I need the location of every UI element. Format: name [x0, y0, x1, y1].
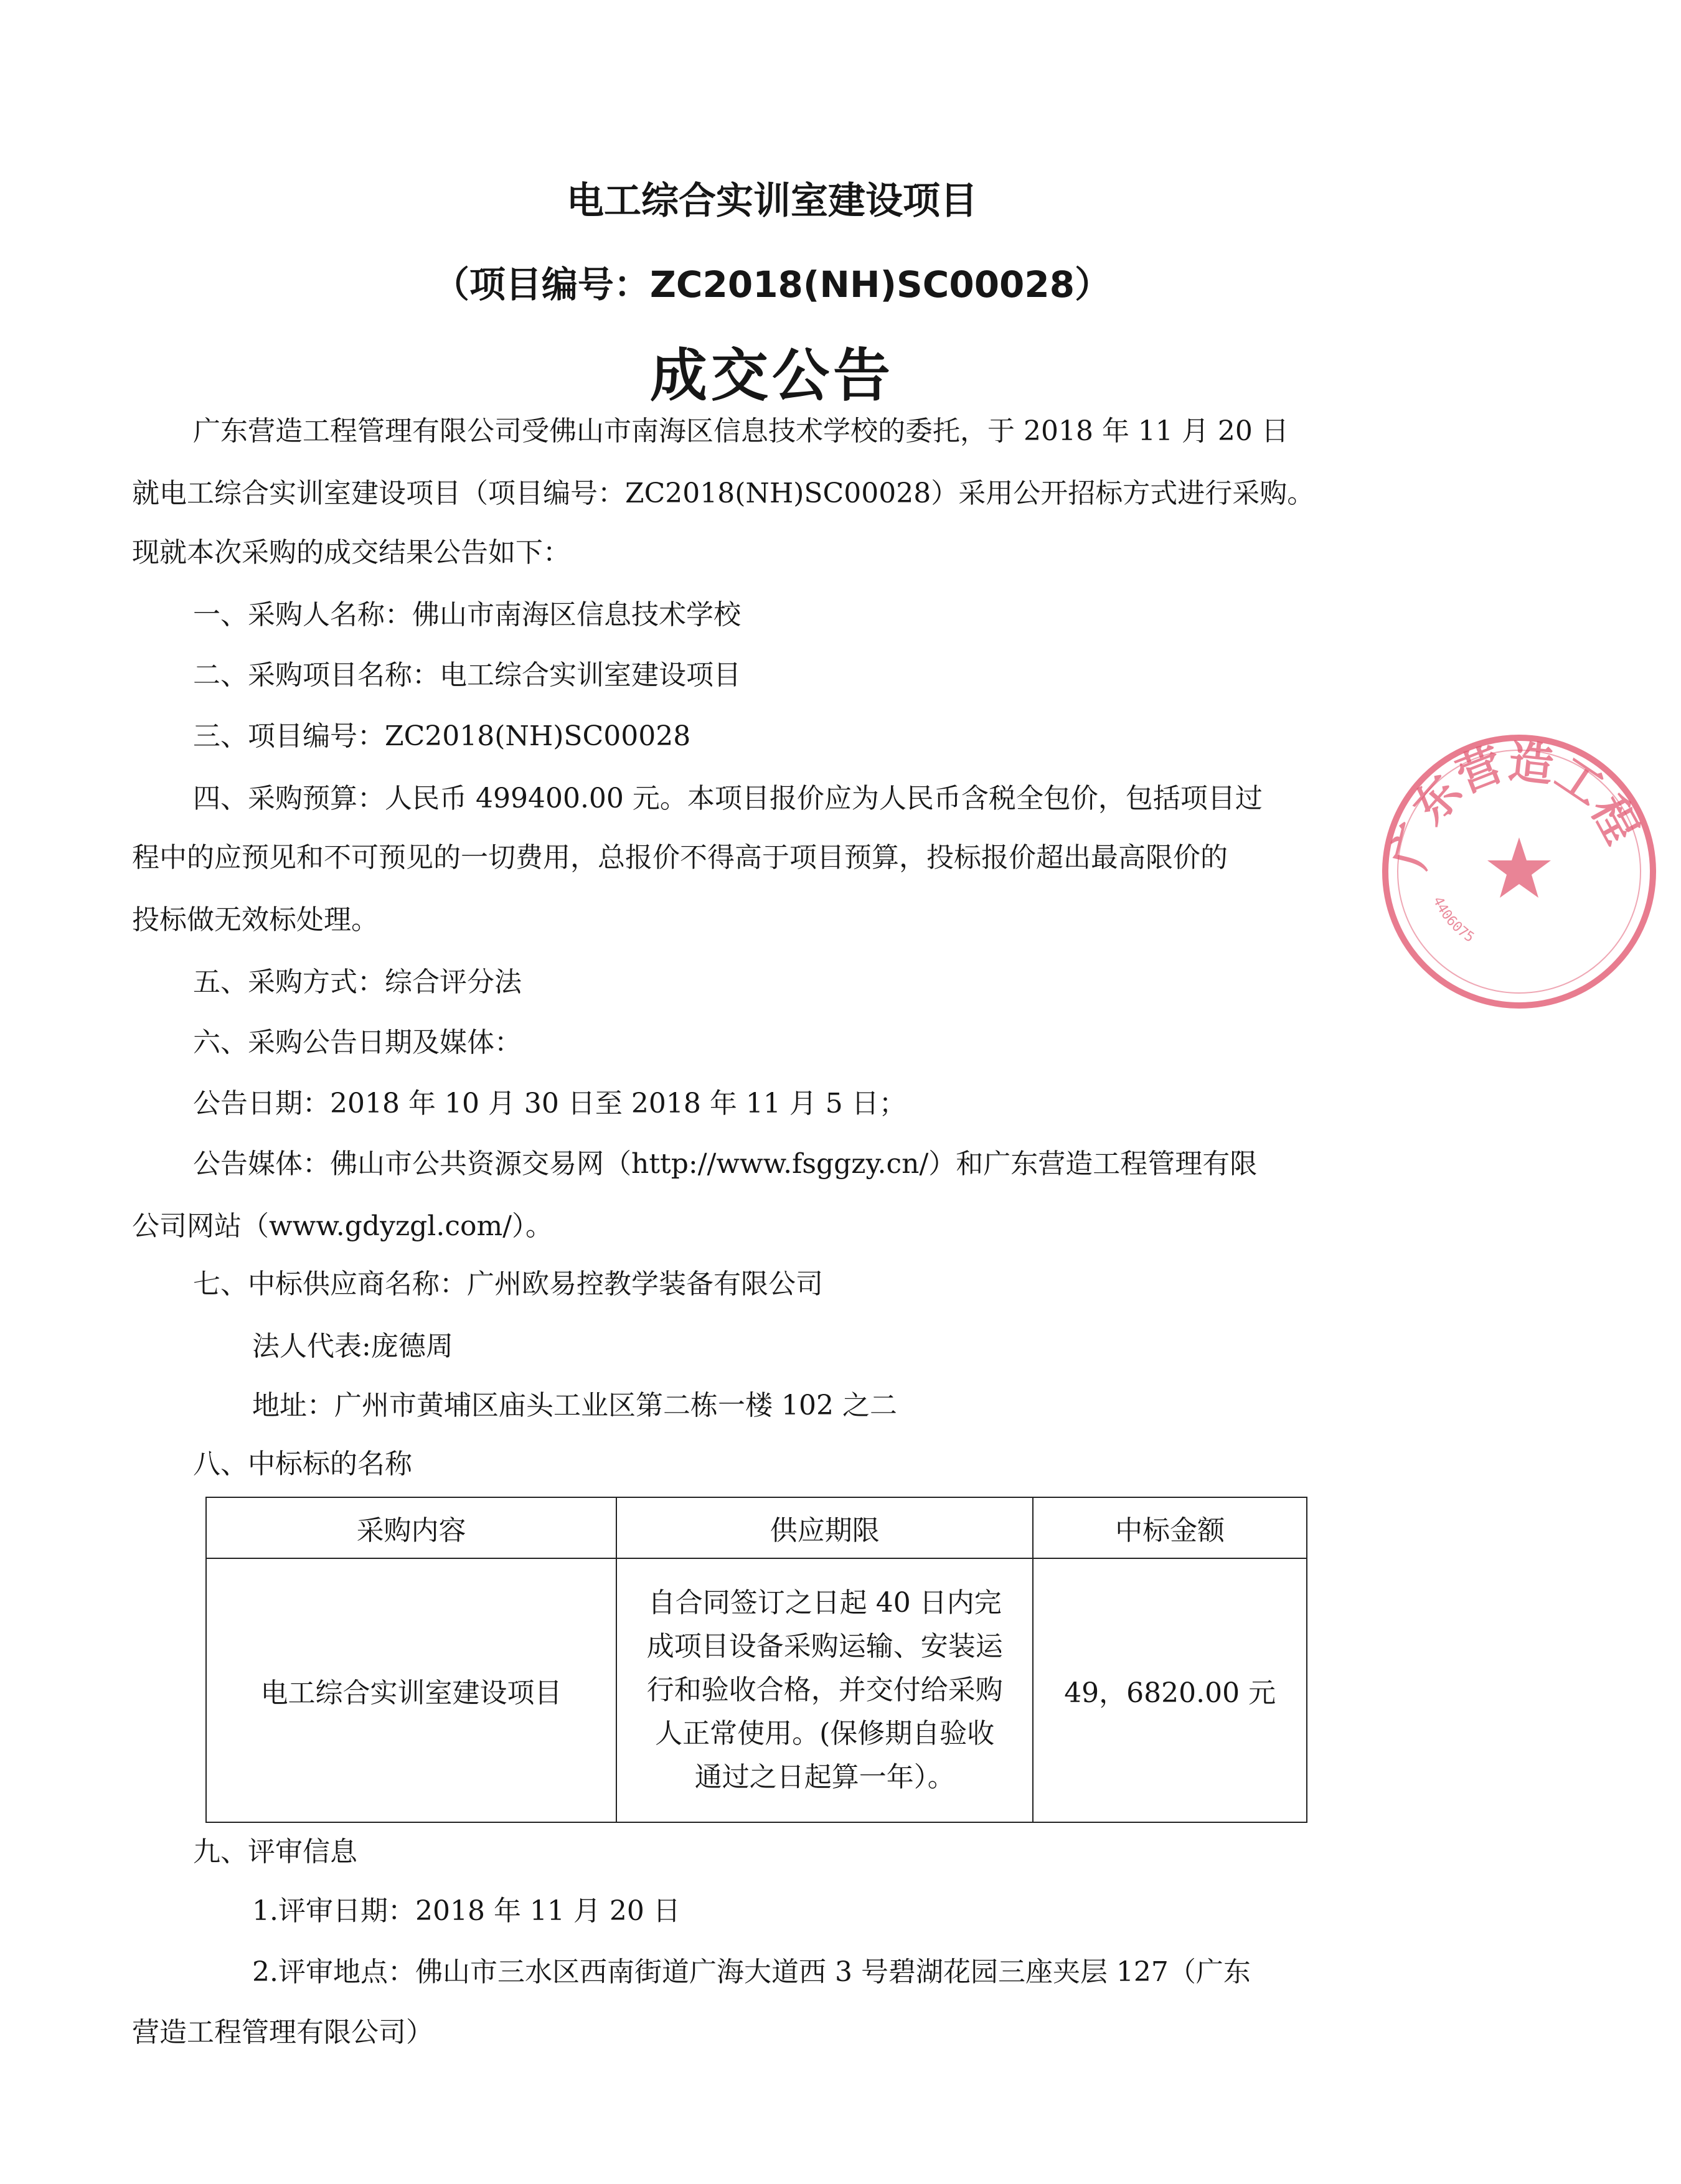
page-title: 电工综合实训室建设项目 — [567, 179, 977, 223]
address-line: 地址：广州市黄埔区庙头工业区第二栋一楼 102 之二 — [252, 1390, 897, 1421]
cell-amount: 49，6820.00 元 — [1033, 1558, 1307, 1822]
table-header-row — [206, 1497, 1307, 1558]
table-row — [206, 1558, 1307, 1822]
period-line: 通过之日起算一年）。 — [694, 1761, 955, 1793]
project-name-line: 二、采购项目名称：电工综合实训室建设项目 — [193, 659, 741, 691]
budget-line: 投标做无效标处理。 — [132, 904, 379, 936]
announce-media-line: 公告媒体：佛山市公共资源交易网（http://www.fsggzy.cn/）和广东营造工程管理有限 — [193, 1148, 1258, 1180]
budget-line: 程中的应预见和不可预见的一切费用，总报价不得高于项目预算，投标报价超出最高限价的 — [132, 842, 1228, 873]
seal-text: 广东营造工程 — [1382, 735, 1649, 874]
media-heading: 六、采购公告日期及媒体： — [193, 1027, 522, 1058]
company-seal — [1357, 710, 1681, 1033]
award-heading: 八、中标标的名称 — [193, 1448, 412, 1480]
project-no-line: 三、项目编号：ZC2018(NH)SC00028 — [193, 720, 691, 752]
svg-text:4406075 — [1429, 894, 1477, 946]
review-date-line: 1.评审日期：2018 年 11 月 20 日 — [252, 1895, 680, 1927]
intro-line: 广东营造工程管理有限公司受佛山市南海区信息技术学校的委托，于 2018 年 11 月 20 日 — [193, 415, 1289, 447]
review-place-line: 营造工程管理有限公司） — [132, 2017, 433, 2048]
intro-line: 就电工综合实训室建设项目（项目编号：ZC2018(NH)SC00028）采用公开招标方式进行采购。 — [132, 478, 1315, 509]
period-line: 人正常使用。(保修期自验收 — [655, 1718, 995, 1749]
period-line: 成项目设备采购运输、安装运 — [646, 1631, 1003, 1662]
period-line: 行和验收合格，并交付给采购 — [646, 1674, 1003, 1706]
method-line: 五、采购方式：综合评分法 — [193, 966, 522, 998]
winner-line: 七、中标供应商名称：广州欧易控教学装备有限公司 — [193, 1268, 823, 1300]
review-place-line: 2.评审地点：佛山市三水区西南街道广海大道西 3 号碧湖花园三座夹层 127（广东 — [252, 1956, 1251, 1988]
announce-media-line: 公司网站（www.gdyzgl.com/）。 — [132, 1210, 553, 1242]
announce-date-line: 公告日期：2018 年 10 月 30 日至 2018 年 11 月 5 日； — [193, 1088, 906, 1119]
award-table — [205, 1497, 1307, 1823]
intro-line: 现就本次采购的成交结果公告如下： — [132, 537, 570, 568]
review-heading: 九、评审信息 — [193, 1836, 357, 1868]
column-header: 采购内容 — [206, 1497, 616, 1558]
column-header: 中标金额 — [1033, 1497, 1307, 1558]
column-header: 供应期限 — [616, 1497, 1033, 1558]
seal-star-icon — [1487, 837, 1551, 898]
project-code-title: （项目编号：ZC2018(NH)SC00028） — [433, 263, 1111, 306]
seal-code: 4406075 — [1429, 894, 1477, 946]
purchaser-line: 一、采购人名称：佛山市南海区信息技术学校 — [193, 599, 741, 631]
budget-line: 四、采购预算：人民币 499400.00 元。本项目报价应为人民币含税全包价，包括项目过 — [193, 783, 1263, 814]
period-line: 自合同签订之日起 40 日内完 — [647, 1587, 1002, 1619]
cell-period — [616, 1558, 1033, 1822]
cell-content: 电工综合实训室建设项目 — [206, 1558, 616, 1822]
notice-heading: 成交公告 — [649, 342, 894, 409]
legal-rep-line: 法人代表:庞德周 — [252, 1330, 453, 1362]
